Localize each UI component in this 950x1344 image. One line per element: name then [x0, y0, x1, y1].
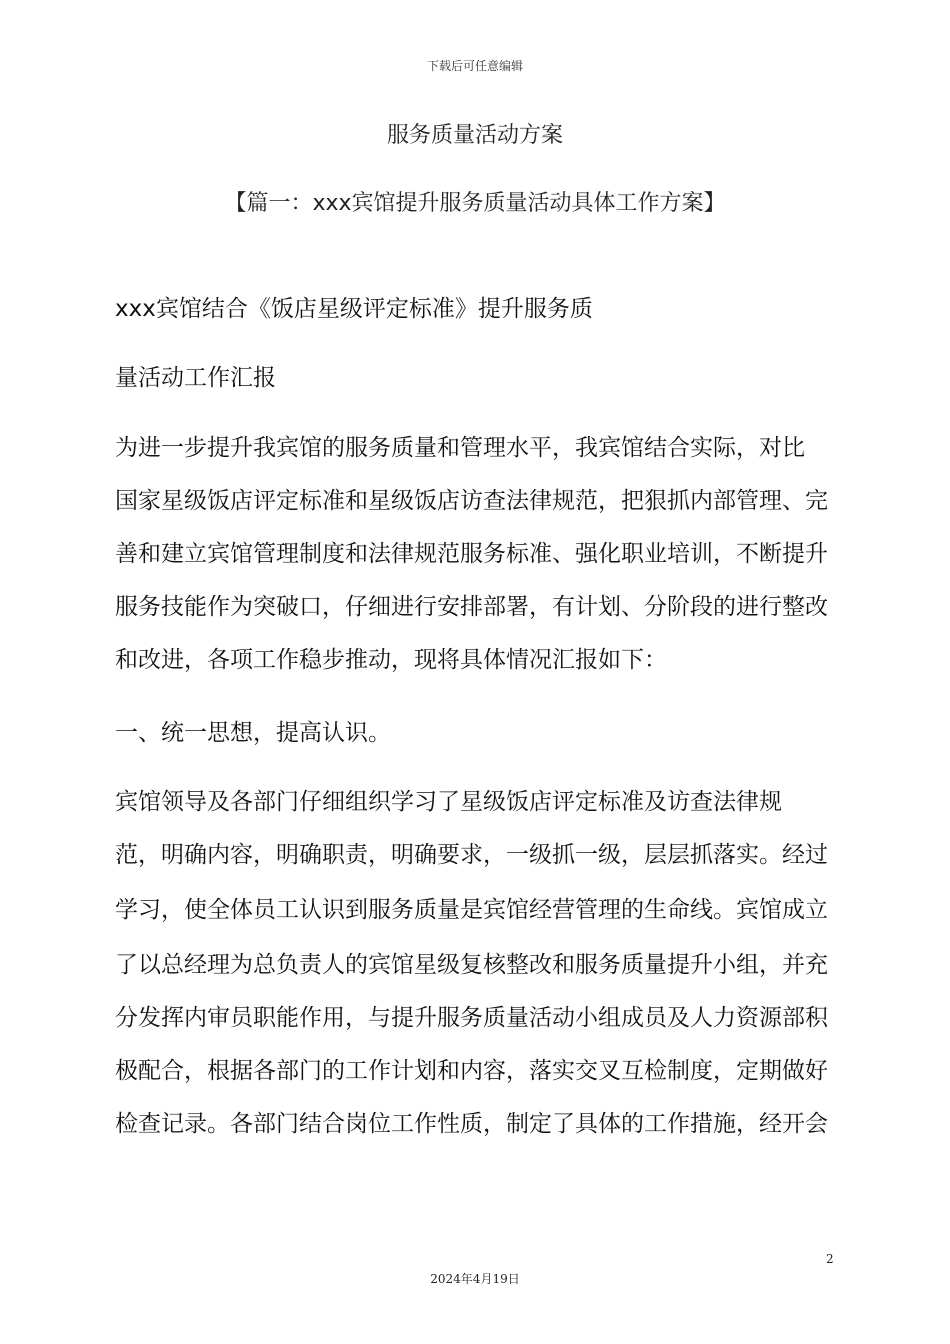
document-subtitle: 【篇一：xxx宾馆提升服务质量活动具体工作方案】	[224, 191, 726, 216]
paragraph-line: 国家星级饭店评定标准和星级饭店访查法律规范，把狠抓内部管理、完	[115, 488, 828, 514]
paragraph-line: 服务技能作为突破口，仔细进行安排部署，有计划、分阶段的进行整改	[115, 594, 828, 620]
paragraph-line: 极配合，根据各部门的工作计划和内容，落实交叉互检制度，定期做好	[115, 1058, 828, 1084]
paragraph-line: 分发挥内审员职能作用，与提升服务质量活动小组成员及人力资源部积	[115, 1005, 828, 1031]
paragraph-line: 为进一步提升我宾馆的服务质量和管理水平，我宾馆结合实际，对比	[115, 435, 805, 461]
footer-date: 2024年4月19日	[430, 1272, 520, 1286]
document-title: 服务质量活动方案	[386, 123, 563, 148]
paragraph-line: 了以总经理为总负责人的宾馆星级复核整改和服务质量提升小组，并充	[115, 952, 828, 978]
paragraph-line: 学习，使全体员工认识到服务质量是宾馆经营管理的生命线。宾馆成立	[115, 897, 828, 923]
header-note: 下载后可任意编辑	[426, 59, 523, 73]
section-heading-line-2: 量活动工作汇报	[115, 365, 276, 391]
paragraph-line: 检查记录。各部门结合岗位工作性质，制定了具体的工作措施，经开会	[115, 1111, 828, 1137]
paragraph-line: 范，明确内容，明确职责，明确要求，一级抓一级，层层抓落实。经过	[115, 842, 828, 868]
section-heading-line-1: xxx宾馆结合《饭店星级评定标准》提升服务质	[115, 296, 593, 322]
section-heading-line: 一、统一思想，提高认识。	[115, 720, 391, 746]
page-number: 2	[826, 1252, 834, 1266]
paragraph-line: 宾馆领导及各部门仔细组织学习了星级饭店评定标准及访查法律规	[115, 789, 782, 815]
paragraph-line: 和改进，各项工作稳步推动，现将具体情况汇报如下：	[115, 647, 667, 673]
paragraph-line: 善和建立宾馆管理制度和法律规范服务标准、强化职业培训，不断提升	[115, 541, 828, 567]
